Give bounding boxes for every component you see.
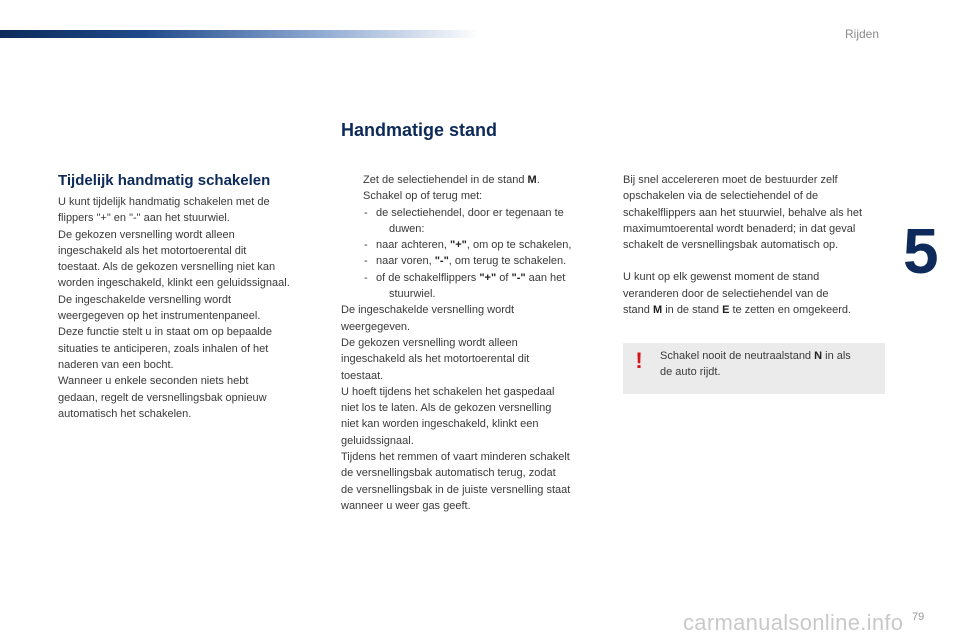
text-line: U kunt op elk gewenst moment de stand [623, 271, 820, 284]
text-line: de versnellingsbak in de juiste versnelling staat [341, 483, 571, 496]
text-line: Bij snel accelereren moet de bestuurder zelf [623, 174, 838, 186]
text-line: De ingeschakelde versnelling wordt [58, 293, 232, 306]
text-line: wanneer u weer gas geeft. [341, 499, 471, 512]
text-line: de versnellingsbak automatisch terug, zodat [341, 467, 556, 480]
right-column [623, 172, 885, 318]
text-line: automatisch het schakelen. [58, 407, 192, 420]
text-line: weergegeven op het instrumentenpaneel. [58, 310, 261, 323]
warning-icon: ! [635, 348, 643, 373]
text-line: U kunt tijdelijk handmatig schakelen met de [58, 196, 270, 208]
text-line: opschakelen via de selectiehendel of de [623, 190, 819, 203]
text-line: De gekozen versnelling wordt alleen [58, 228, 235, 241]
text-line: maximumtoerental wordt benaderd; in dat geval [623, 222, 856, 235]
dash-marker: - [364, 206, 368, 219]
left-column [58, 194, 326, 422]
bullet-item: Schakel op of terug met: [363, 190, 483, 203]
text-line: ingeschakeld als het motortoerental dit [341, 353, 530, 366]
text-line: U hoeft tijdens het schakelen het gaspedaal [341, 385, 555, 398]
text-line: worden ingeschakeld, klinkt een geluidssignaal. [58, 277, 290, 290]
text-line: naderen van een bocht. [58, 358, 174, 371]
text-line: situaties te anticiperen, zoals inhalen of het [58, 342, 269, 355]
text-line: Wanneer u enkele seconden niets hebt [58, 375, 249, 388]
dash-item: - naar achteren, "+", om op te schakelen, [341, 237, 606, 253]
warning-text: Schakel nooit de neutraalstand N in als de auto rijdt. [660, 350, 851, 379]
dash-marker: - [364, 271, 368, 284]
text-line: weergegeven. [341, 320, 411, 333]
text-line: flippers "+" en "-" aan het stuurwiel. [58, 212, 230, 225]
paragraph-gap [623, 253, 885, 269]
text-line: toestaat. [341, 369, 384, 382]
bullet-item: Zet de selectiehendel in de stand M. [363, 174, 540, 186]
chapter-number: 5 [903, 215, 939, 287]
page-number: 79 [912, 611, 925, 623]
text-line: De gekozen versnelling wordt alleen [341, 336, 518, 349]
dash-marker: - [364, 239, 368, 252]
text-line: schakelt de versnellingsbak automatisch op. [623, 239, 839, 252]
section-title-left: Tijdelijk handmatig schakelen [58, 172, 271, 189]
text-line: stand M in de stand E te zetten en omgekeerd. [623, 304, 852, 317]
text-line: De ingeschakelde versnelling wordt [341, 304, 515, 317]
text-line: schakelflippers aan het stuurwiel, behalve als het [623, 206, 863, 219]
text-line: niet los te laten. Als de gekozen versnelling [341, 402, 552, 415]
dash-item: - de selectiehendel, door er tegenaan te duwen: [364, 206, 564, 235]
section-label: Rijden [845, 27, 880, 41]
middle-column [341, 172, 606, 514]
text-line: niet kan worden ingeschakeld, klinkt een [341, 418, 539, 431]
text-line: toestaat. Als de gekozen versnelling niet kan [58, 261, 276, 274]
dash-item: - naar voren, "-", om terug te schakelen. [341, 253, 606, 269]
header-gradient-bar [0, 30, 480, 38]
text-line: ingeschakeld als het motortoerental dit [58, 244, 247, 257]
text-line: gedaan, regelt de versnellingsbak opnieuw [58, 391, 267, 404]
watermark: carmanualsonline.info [683, 610, 904, 635]
text-line: Tijdens het remmen of vaart minderen schakelt [341, 451, 570, 464]
page-title: Handmatige stand [341, 120, 498, 140]
text-line: Deze functie stelt u in staat om op bepaalde [58, 326, 273, 339]
dash-marker: - [364, 255, 368, 268]
text-line: geluidssignaal. [341, 434, 414, 447]
dash-item: - of de schakelflippers "+" of "-" aan het stuurwiel. [364, 271, 566, 301]
text-line: veranderen door de selectiehendel van de [623, 287, 829, 300]
